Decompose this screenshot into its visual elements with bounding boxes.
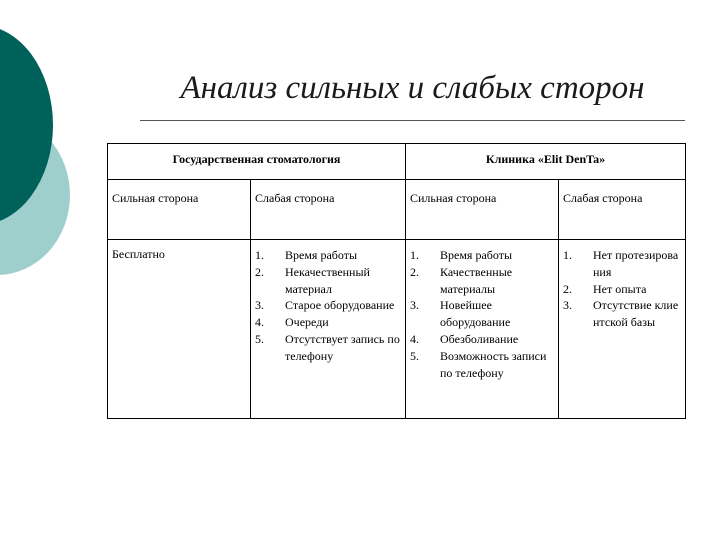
list-item bbox=[410, 264, 554, 298]
group-header-clinic: Клиника «Elit DenTa» bbox=[406, 144, 686, 180]
list-item bbox=[255, 331, 401, 365]
state-weak-cell bbox=[251, 240, 406, 419]
list-item bbox=[255, 264, 401, 298]
list-item bbox=[255, 297, 401, 314]
list-item-text: Обезболивание bbox=[440, 331, 519, 346]
list-item-text: Отсутствие клиентской базы bbox=[593, 298, 679, 330]
clinic-strong-cell bbox=[406, 240, 559, 419]
list-item bbox=[255, 247, 401, 264]
list-item-number: 1. bbox=[410, 248, 419, 262]
list-item-text: Старое оборудование bbox=[285, 298, 395, 313]
subheader-row bbox=[108, 180, 686, 240]
list-item-number: 4. bbox=[410, 331, 419, 346]
subheader-state-weak: Слабая сторона bbox=[251, 180, 406, 240]
list-item-number: 5. bbox=[410, 348, 419, 363]
list-item-text: Новейшее оборудование bbox=[440, 298, 511, 330]
list-item-number: 5. bbox=[255, 331, 264, 346]
group-header-state: Государственная стоматология bbox=[108, 144, 406, 180]
list-item-number: 1. bbox=[255, 248, 264, 262]
list-item-number: 2. bbox=[410, 264, 419, 279]
slide-title: Анализ сильных и слабых сторон bbox=[180, 70, 645, 106]
list-item-number: 3. bbox=[410, 298, 419, 313]
list-item-text: Нет протезирования bbox=[593, 248, 679, 279]
list-item-number: 2. bbox=[255, 264, 264, 279]
content-row bbox=[108, 240, 686, 419]
list-item-text: Качественные материалы bbox=[440, 264, 513, 296]
list-item-number: 3. bbox=[563, 298, 572, 313]
subheader-clinic-weak: Слабая сторона bbox=[559, 180, 686, 240]
list-item bbox=[410, 331, 554, 348]
subheader-clinic-strong: Сильная сторона bbox=[406, 180, 559, 240]
list-item bbox=[563, 281, 681, 298]
clinic-weak-cell bbox=[559, 240, 686, 419]
clinic-strong-list bbox=[410, 247, 554, 381]
list-item bbox=[563, 297, 681, 331]
list-item-text: Время работы bbox=[285, 248, 358, 262]
list-item-text: Очереди bbox=[285, 315, 329, 330]
list-item-text: Отсутствует запись по телефону bbox=[285, 331, 400, 363]
subheader-state-strong: Сильная сторона bbox=[108, 180, 251, 240]
list-item-number: 1. bbox=[563, 248, 572, 262]
list-item bbox=[410, 297, 554, 331]
list-item-number: 4. bbox=[255, 315, 264, 330]
list-item bbox=[410, 348, 554, 382]
clinic-weak-list bbox=[563, 247, 681, 331]
title-divider bbox=[140, 120, 685, 121]
list-item-text: Время работы bbox=[440, 248, 513, 262]
list-item-number: 2. bbox=[563, 281, 572, 296]
swot-table bbox=[107, 143, 686, 419]
decorative-circles bbox=[0, 0, 80, 290]
list-item-text: Возможность записи по телефону bbox=[440, 348, 547, 380]
list-item bbox=[255, 314, 401, 331]
list-item bbox=[563, 247, 681, 281]
group-header-row bbox=[108, 144, 686, 180]
state-weak-list bbox=[255, 247, 401, 365]
list-item-text: Нет опыта bbox=[593, 281, 647, 296]
list-item-text: Некачественный материал bbox=[285, 264, 370, 296]
state-strong-cell: Бесплатно bbox=[108, 240, 251, 419]
list-item bbox=[410, 247, 554, 264]
list-item-number: 3. bbox=[255, 298, 264, 313]
